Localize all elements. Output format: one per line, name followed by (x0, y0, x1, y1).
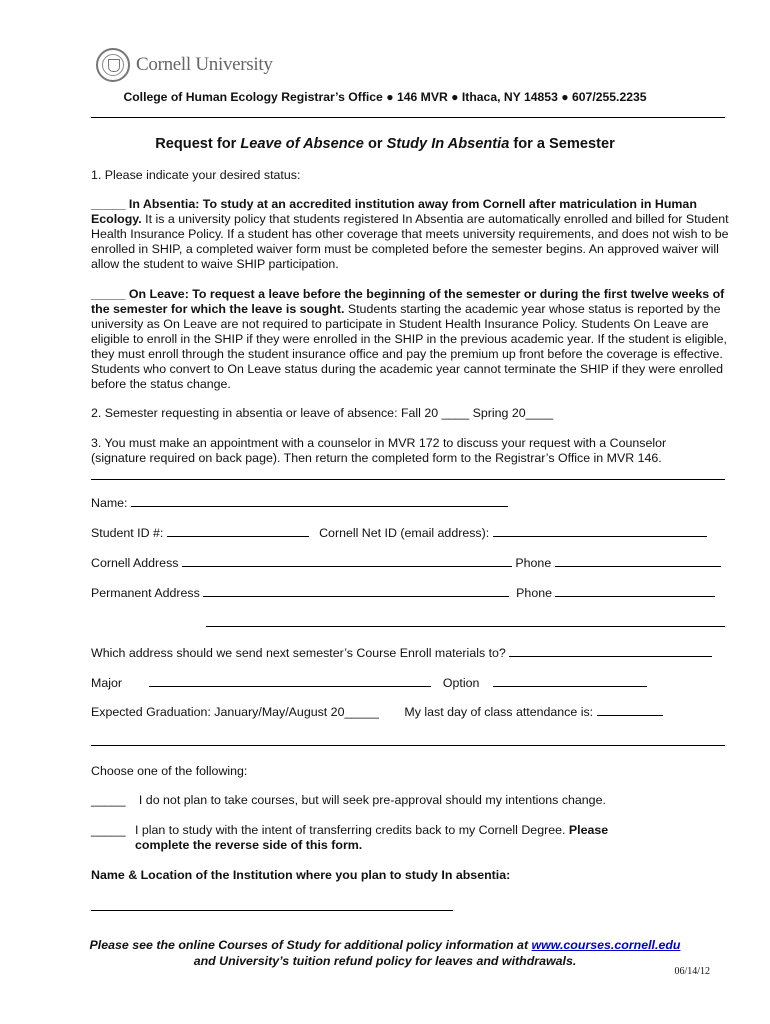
institution-input[interactable] (91, 910, 453, 911)
revision-date: 06/14/12 (674, 966, 710, 977)
leave-blank[interactable]: _____ (91, 287, 126, 301)
cornell-address-row: Cornell Address Phone (91, 555, 731, 571)
permanent-phone-input[interactable] (555, 585, 715, 597)
choose-heading: Choose one of the following: (91, 764, 248, 778)
office-address: College of Human Ecology Registrar’s Office ● 146 MVR ● Ithaca, NY 14853 ● 607/255.2235 (123, 90, 647, 104)
major-input[interactable] (149, 675, 431, 687)
question-1: 1. Please indicate your desired status: (91, 168, 301, 182)
name-input[interactable] (131, 495, 508, 507)
cornell-address-input[interactable] (182, 555, 512, 567)
question-2: 2. Semester requesting in absentia or leave of absence: Fall 20 ____ Spring 20____ (91, 406, 554, 420)
permanent-address-row: Permanent Address Phone (91, 585, 731, 601)
option-2-blank[interactable]: _____ (91, 823, 126, 837)
permanent-address-input[interactable] (203, 585, 509, 597)
cornell-seal-icon (96, 48, 130, 82)
option-2-text: I plan to study with the intent of transferring credits back to my Cornell Degree. Please complete the reverse side of this form. (135, 823, 609, 852)
absentia-paragraph: _____ In Absentia: To study at an accredited institution away from Cornell after matriculation in Human Ecology. It is a university policy that students registered In Absentia are automatically enrolled and billed for Student Health Insurance Policy. If a student has other coverage that meets university requirements, and does not wish to be enrolled in SHIP, a completed waiver form must be completed before the semester begins. An approved waiver will allow the student to waive SHIP participation. (91, 197, 729, 271)
name-field: Name: (91, 495, 731, 511)
permanent-address-line-2[interactable] (206, 626, 725, 627)
option-1: _____ I do not plan to take courses, but will seek pre-approval should my intentions change. (91, 793, 606, 807)
institution-label: Name & Location of the Institution where you plan to study In absentia: (91, 868, 511, 882)
last-day-input[interactable] (597, 704, 663, 716)
leave-paragraph: _____ On Leave: To request a leave before the beginning of the semester or during the first twelve weeks of the semester for which the leave is sought. Students starting the academic year whose status is reported by the university as On Leave are not required to participate in Student Health Insurance Policy. Students On Leave are eligible to enroll in the SHIP if they were enrolled in the SHIP in the previous academic year. If the student is eligible, they must enroll through the student insurance office and pay the premium up front before the coverage is effective. Students who convert to On Leave status during the academic year cannot terminate the SHIP if they were enrolled before the status change. (91, 287, 727, 391)
cornell-phone-input[interactable] (555, 555, 721, 567)
graduation-row: Expected Graduation: January/May/August 20_____ My last day of class attendance is: (91, 704, 731, 720)
footer-note: Please see the online Courses of Study for additional policy information at www.courses.cornell.edu and University’s tuition refund policy for leaves and withdrawals. (89, 938, 681, 968)
cornell-logo (96, 48, 273, 82)
courses-link[interactable]: www.courses.cornell.edu (531, 938, 681, 952)
netid-input[interactable] (493, 525, 707, 537)
university-name: Cornell University (136, 54, 273, 75)
id-row: Student ID #: Cornell Net ID (email address): (91, 525, 731, 541)
major-row: Major Option (91, 675, 731, 691)
question-3: 3. You must make an appointment with a counselor in MVR 172 to discuss your request with a Counselor (signature required on back page). Then return the completed form to the Registrar’s Office in MVR 146. (91, 436, 667, 465)
option-input[interactable] (493, 675, 647, 687)
absentia-blank[interactable]: _____ (91, 197, 126, 211)
which-address-row: Which address should we send next semester’s Course Enroll materials to? (91, 645, 731, 661)
student-id-input[interactable] (167, 525, 309, 537)
which-address-input[interactable] (509, 645, 712, 657)
section-rule-1 (91, 479, 725, 480)
section-rule-2 (91, 745, 725, 746)
header-rule (91, 117, 725, 118)
option-1-blank[interactable]: _____ (91, 793, 126, 807)
page-title: Request for Leave of Absence or Study In Absentia for a Semester (155, 136, 615, 152)
